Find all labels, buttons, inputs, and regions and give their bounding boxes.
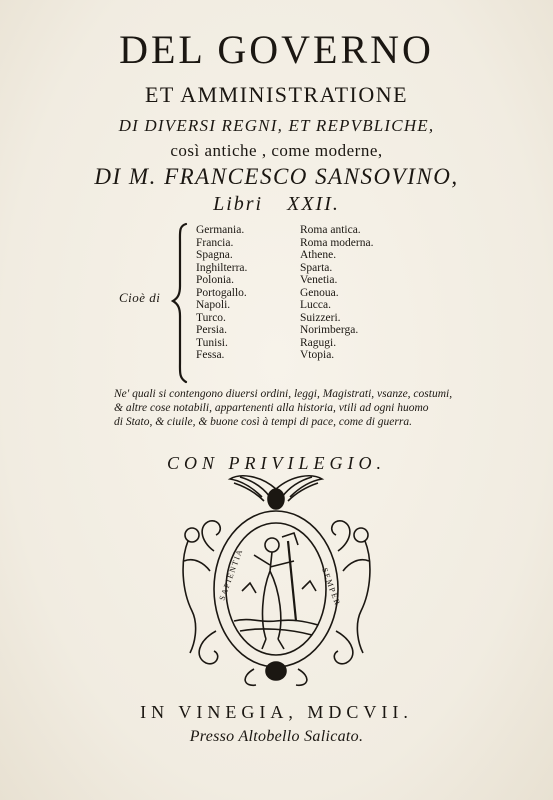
state-name: Suizzeri. bbox=[300, 311, 341, 324]
title-line-2: ET AMMINISTRATIONE bbox=[144, 82, 409, 107]
description-line-1: Ne' quali si contengono diuersi ordini, leggi, Magistrati, vsanze, costumi, bbox=[114, 388, 453, 400]
state-name: Portogallo. bbox=[196, 286, 247, 299]
books-number: XXII. bbox=[287, 193, 340, 215]
books-line bbox=[0, 193, 553, 216]
privilege-line: CON PRIVILEGIO. bbox=[167, 453, 386, 473]
imprint-line: IN VINEGIA, MDCVII. bbox=[140, 702, 413, 722]
cioe-label: Cioè di bbox=[119, 290, 161, 305]
title-line-3: DI DIVERSI REGNI, ET REPVBLICHE, bbox=[118, 116, 435, 135]
emblem-motto-right: SEMPER bbox=[320, 566, 343, 608]
title-line-4: così antiche , come moderne, bbox=[170, 141, 383, 160]
author-line: DI M. FRANCESCO SANSOVINO, bbox=[94, 164, 459, 189]
state-name: Vtopia. bbox=[300, 349, 335, 361]
printer-line: Presso Altobello Salicato. bbox=[189, 728, 364, 745]
state-name: Francia. bbox=[196, 236, 234, 249]
description-line-2: & altre cose notabili, appartenenti alla historia, vtili ad ogni huomo bbox=[114, 402, 429, 414]
state-name: Ragugi. bbox=[300, 336, 337, 349]
state-name: Persia. bbox=[196, 324, 227, 336]
curly-brace-ornament bbox=[170, 222, 192, 384]
state-name: Spagna. bbox=[196, 249, 233, 261]
state-name: Inghilterra. bbox=[196, 261, 248, 274]
state-name: Polonia. bbox=[196, 274, 235, 286]
books-word: Libri bbox=[213, 193, 264, 215]
state-name: Germania. bbox=[196, 224, 245, 236]
printers-device-emblem bbox=[170, 471, 383, 693]
state-name: Lucca. bbox=[300, 299, 331, 311]
state-name: Roma moderna. bbox=[300, 236, 374, 249]
state-name: Napoli. bbox=[196, 299, 231, 311]
state-name: Tunisi. bbox=[196, 336, 228, 349]
state-name: Turco. bbox=[196, 311, 226, 324]
state-name: Norimberga. bbox=[300, 324, 359, 336]
description-line-3: di Stato, & ciuile, & buone così à tempi di pace, come di guerra. bbox=[114, 416, 412, 428]
states-list-left bbox=[196, 224, 247, 362]
state-name: Sparta. bbox=[300, 261, 333, 274]
state-name: Fessa. bbox=[196, 349, 225, 361]
title-line-1: DEL GOVERNO bbox=[119, 27, 434, 72]
state-name: Roma antica. bbox=[300, 224, 361, 236]
state-name: Genoua. bbox=[300, 286, 339, 299]
state-name: Athene. bbox=[300, 249, 337, 261]
emblem-motto-left: SAPIENTIA bbox=[217, 547, 245, 602]
states-list-right bbox=[300, 224, 373, 362]
state-name: Venetia. bbox=[300, 274, 338, 286]
